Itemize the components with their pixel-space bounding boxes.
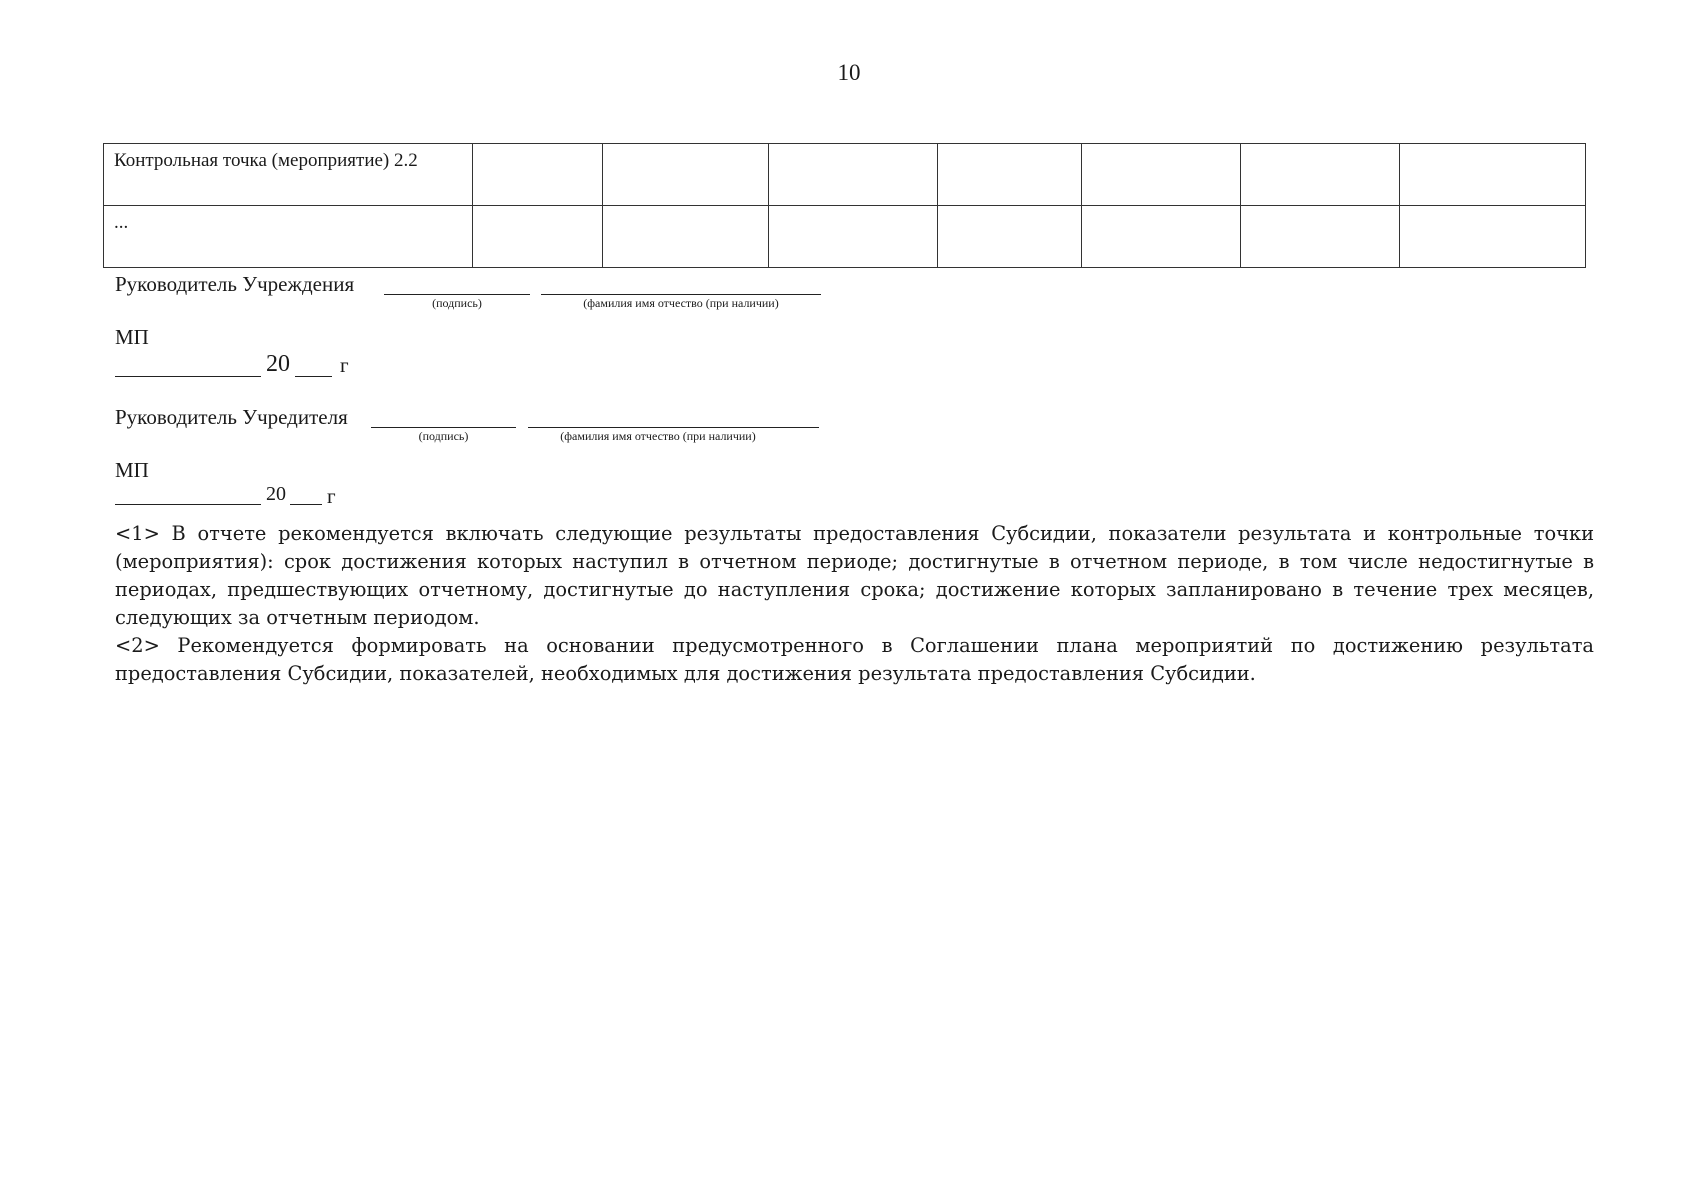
table-cell <box>1082 144 1241 206</box>
table-cell <box>769 144 938 206</box>
year-prefix: 20 <box>266 351 290 377</box>
year-line <box>295 376 332 377</box>
table-cell <box>1241 144 1400 206</box>
name-line <box>541 294 821 295</box>
seal-label: МП <box>115 325 149 349</box>
signature-caption: (подпись) <box>432 296 482 310</box>
table-row <box>104 206 1586 268</box>
table-cell <box>603 144 769 206</box>
year-suffix: г <box>340 353 349 377</box>
signature-line <box>384 294 530 295</box>
table-row <box>104 144 1586 206</box>
year-prefix: 20 <box>266 483 286 505</box>
date-line <box>115 504 261 505</box>
name-caption: (фамилия имя отчество (при наличии) <box>560 429 756 443</box>
signature-role-label: Руководитель Учредителя <box>115 405 348 429</box>
table-cell <box>938 144 1082 206</box>
report-table <box>103 143 1586 268</box>
table-cell <box>1241 206 1400 268</box>
table-cell <box>1400 206 1586 268</box>
row-label: Контрольная точка (мероприятие) 2.2 <box>104 144 473 206</box>
table-cell <box>473 144 603 206</box>
signature-line <box>371 427 516 428</box>
table-cell <box>603 206 769 268</box>
year-line <box>290 504 322 505</box>
table-cell <box>769 206 938 268</box>
row-label: ... <box>104 206 473 268</box>
table-cell <box>1400 144 1586 206</box>
footnote-1: <1> В отчете рекомендуется включать следующие результаты предоставления Субсидии, показатели результата и контрольные точки (мероприятия): срок достижения которых наступил в отчетном периоде; достигнутые в отчетном периоде, в том числе недостигнутые в периодах, предшествующих отчетному, достигнутые до наступления срока; достижение которых запланировано в течение трех месяцев, следующих за отчетным периодом. <box>115 522 1594 629</box>
signature-caption: (подпись) <box>418 429 469 443</box>
name-caption: (фамилия имя отчество (при наличии) <box>583 296 779 310</box>
table-cell <box>473 206 603 268</box>
table-cell <box>1082 206 1241 268</box>
name-line <box>528 427 819 428</box>
year-suffix: г <box>327 484 336 508</box>
table-cell <box>938 206 1082 268</box>
page-number: 10 <box>837 60 861 85</box>
signature-role-label: Руководитель Учреждения <box>115 272 355 296</box>
date-line <box>115 376 261 377</box>
footnote-2: <2> Рекомендуется формировать на основании предусмотренного в Соглашении плана мероприятий по достижению результата предоставления Субсидии, показателей, необходимых для достижения результата предоставления Субсидии. <box>115 634 1594 685</box>
seal-label: МП <box>115 458 149 482</box>
footnotes <box>115 520 1594 688</box>
